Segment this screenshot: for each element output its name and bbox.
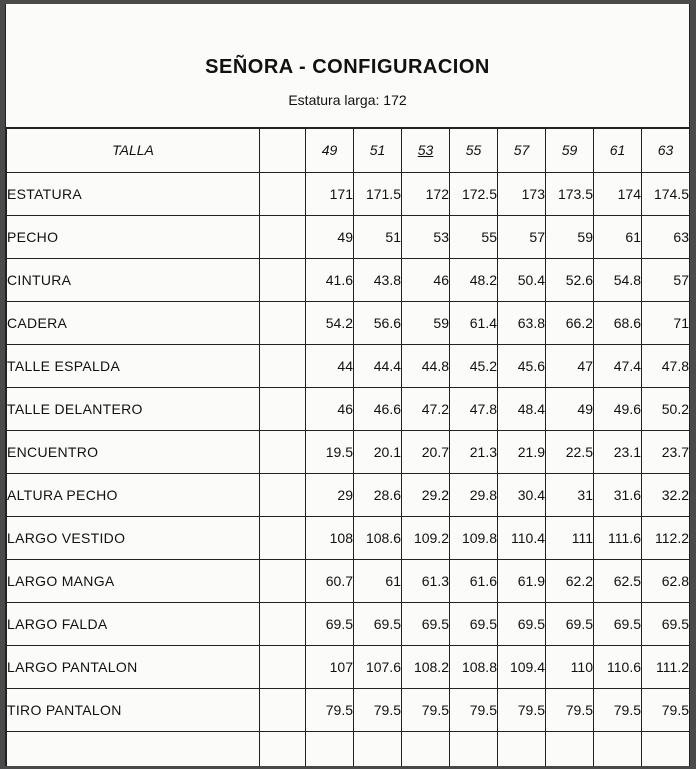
row-label: CADERA	[7, 301, 260, 344]
table-row	[7, 559, 690, 602]
value-cell: 172.5	[450, 172, 498, 215]
value-cell: 45.2	[450, 344, 498, 387]
table-row	[7, 602, 690, 645]
table-row	[7, 430, 690, 473]
row-label: TALLE ESPALDA	[7, 344, 260, 387]
value-cell: 79.5	[354, 688, 402, 731]
table-row	[7, 344, 690, 387]
value-cell: 68.6	[594, 301, 642, 344]
value-cell: 41.6	[306, 258, 354, 301]
value-cell: 69.5	[642, 602, 690, 645]
document-page	[5, 4, 690, 766]
row-label: TALLE DELANTERO	[7, 387, 260, 430]
value-cell: 111	[546, 516, 594, 559]
value-cell: 79.5	[450, 688, 498, 731]
value-cell: 69.5	[450, 602, 498, 645]
table-row	[7, 387, 690, 430]
value-cell: 172	[402, 172, 450, 215]
empty-cell	[402, 731, 450, 766]
row-label: PECHO	[7, 215, 260, 258]
value-cell: 109.4	[498, 645, 546, 688]
value-cell: 53	[402, 215, 450, 258]
value-cell: 32.2	[642, 473, 690, 516]
empty-cell	[642, 731, 690, 766]
value-cell: 173	[498, 172, 546, 215]
value-cell: 47.2	[402, 387, 450, 430]
row-label: ALTURA PECHO	[7, 473, 260, 516]
spacer-cell	[260, 215, 306, 258]
value-cell: 44.8	[402, 344, 450, 387]
value-cell: 31.6	[594, 473, 642, 516]
row-label: TIRO PANTALON	[7, 688, 260, 731]
size-header: 51	[354, 128, 402, 172]
value-cell: 61.3	[402, 559, 450, 602]
value-cell: 108	[306, 516, 354, 559]
empty-row	[7, 731, 690, 766]
value-cell: 31	[546, 473, 594, 516]
value-cell: 59	[546, 215, 594, 258]
value-cell: 63	[642, 215, 690, 258]
value-cell: 57	[642, 258, 690, 301]
value-cell: 109.8	[450, 516, 498, 559]
spacer-cell	[260, 301, 306, 344]
value-cell: 61	[594, 215, 642, 258]
spacer-cell	[260, 128, 306, 172]
value-cell: 173.5	[546, 172, 594, 215]
row-label: ENCUENTRO	[7, 430, 260, 473]
value-cell: 19.5	[306, 430, 354, 473]
size-header: 53	[402, 128, 450, 172]
value-cell: 79.5	[642, 688, 690, 731]
value-cell: 69.5	[498, 602, 546, 645]
row-label: LARGO FALDA	[7, 602, 260, 645]
spacer-cell	[260, 172, 306, 215]
value-cell: 45.6	[498, 344, 546, 387]
size-header: 57	[498, 128, 546, 172]
row-label: LARGO MANGA	[7, 559, 260, 602]
empty-cell	[594, 731, 642, 766]
value-cell: 43.8	[354, 258, 402, 301]
value-cell: 111.2	[642, 645, 690, 688]
empty-cell	[354, 731, 402, 766]
value-cell: 55	[450, 215, 498, 258]
value-cell: 50.4	[498, 258, 546, 301]
value-cell: 59	[402, 301, 450, 344]
value-cell: 79.5	[594, 688, 642, 731]
value-cell: 56.6	[354, 301, 402, 344]
value-cell: 30.4	[498, 473, 546, 516]
value-cell: 69.5	[594, 602, 642, 645]
value-cell: 51	[354, 215, 402, 258]
value-cell: 111.6	[594, 516, 642, 559]
value-cell: 108.8	[450, 645, 498, 688]
value-cell: 21.9	[498, 430, 546, 473]
spacer-cell	[260, 344, 306, 387]
value-cell: 69.5	[546, 602, 594, 645]
size-header: 55	[450, 128, 498, 172]
value-cell: 20.1	[354, 430, 402, 473]
value-cell: 47	[546, 344, 594, 387]
table-row	[7, 473, 690, 516]
size-header: 63	[642, 128, 690, 172]
value-cell: 48.4	[498, 387, 546, 430]
value-cell: 110.4	[498, 516, 546, 559]
value-cell: 52.6	[546, 258, 594, 301]
value-cell: 62.2	[546, 559, 594, 602]
header-label: TALLA	[7, 128, 260, 172]
value-cell: 79.5	[306, 688, 354, 731]
value-cell: 23.1	[594, 430, 642, 473]
value-cell: 48.2	[450, 258, 498, 301]
value-cell: 69.5	[354, 602, 402, 645]
value-cell: 60.7	[306, 559, 354, 602]
value-cell: 63.8	[498, 301, 546, 344]
value-cell: 61.9	[498, 559, 546, 602]
table-row	[7, 172, 690, 215]
value-cell: 61.4	[450, 301, 498, 344]
row-label: ESTATURA	[7, 172, 260, 215]
value-cell: 79.5	[546, 688, 594, 731]
table-row	[7, 516, 690, 559]
value-cell: 110.6	[594, 645, 642, 688]
value-cell: 54.2	[306, 301, 354, 344]
value-cell: 23.7	[642, 430, 690, 473]
value-cell: 49.6	[594, 387, 642, 430]
value-cell: 171	[306, 172, 354, 215]
row-label: CINTURA	[7, 258, 260, 301]
value-cell: 79.5	[498, 688, 546, 731]
value-cell: 61.6	[450, 559, 498, 602]
value-cell: 44.4	[354, 344, 402, 387]
value-cell: 20.7	[402, 430, 450, 473]
value-cell: 110	[546, 645, 594, 688]
empty-cell	[306, 731, 354, 766]
row-label: LARGO PANTALON	[7, 645, 260, 688]
size-header: 61	[594, 128, 642, 172]
value-cell: 47.4	[594, 344, 642, 387]
empty-cell	[7, 731, 260, 766]
spacer-cell	[260, 473, 306, 516]
value-cell: 29.2	[402, 473, 450, 516]
spacer-cell	[260, 688, 306, 731]
value-cell: 62.5	[594, 559, 642, 602]
value-cell: 21.3	[450, 430, 498, 473]
table-row	[7, 215, 690, 258]
value-cell: 174.5	[642, 172, 690, 215]
spacer-cell	[260, 516, 306, 559]
empty-cell	[498, 731, 546, 766]
value-cell: 46	[402, 258, 450, 301]
value-cell: 28.6	[354, 473, 402, 516]
value-cell: 46	[306, 387, 354, 430]
table-row	[7, 645, 690, 688]
value-cell: 66.2	[546, 301, 594, 344]
value-cell: 61	[354, 559, 402, 602]
empty-cell	[450, 731, 498, 766]
value-cell: 171.5	[354, 172, 402, 215]
value-cell: 112.2	[642, 516, 690, 559]
value-cell: 47.8	[450, 387, 498, 430]
value-cell: 69.5	[402, 602, 450, 645]
value-cell: 50.2	[642, 387, 690, 430]
size-header: 59	[546, 128, 594, 172]
value-cell: 49	[546, 387, 594, 430]
value-cell: 47.8	[642, 344, 690, 387]
value-cell: 69.5	[306, 602, 354, 645]
spacer-cell	[260, 387, 306, 430]
value-cell: 174	[594, 172, 642, 215]
value-cell: 22.5	[546, 430, 594, 473]
spacer-cell	[260, 430, 306, 473]
value-cell: 44	[306, 344, 354, 387]
page-subtitle: Estatura larga: 172	[288, 92, 407, 108]
page-title: SEÑORA - CONFIGURACION	[205, 56, 490, 78]
value-cell: 49	[306, 215, 354, 258]
spacer-cell	[260, 258, 306, 301]
value-cell: 57	[498, 215, 546, 258]
value-cell: 79.5	[402, 688, 450, 731]
table-row	[7, 688, 690, 731]
value-cell: 46.6	[354, 387, 402, 430]
table-row	[7, 258, 690, 301]
value-cell: 71	[642, 301, 690, 344]
value-cell: 29.8	[450, 473, 498, 516]
value-cell: 62.8	[642, 559, 690, 602]
table-row	[7, 301, 690, 344]
value-cell: 54.8	[594, 258, 642, 301]
size-header: 49	[306, 128, 354, 172]
row-label: LARGO VESTIDO	[7, 516, 260, 559]
value-cell: 29	[306, 473, 354, 516]
value-cell: 108.6	[354, 516, 402, 559]
value-cell: 107	[306, 645, 354, 688]
empty-cell	[260, 731, 306, 766]
empty-cell	[546, 731, 594, 766]
table-header-row	[7, 128, 690, 172]
value-cell: 109.2	[402, 516, 450, 559]
value-cell: 107.6	[354, 645, 402, 688]
measurements-table	[6, 127, 690, 766]
value-cell: 108.2	[402, 645, 450, 688]
spacer-cell	[260, 645, 306, 688]
spacer-cell	[260, 602, 306, 645]
spacer-cell	[260, 559, 306, 602]
